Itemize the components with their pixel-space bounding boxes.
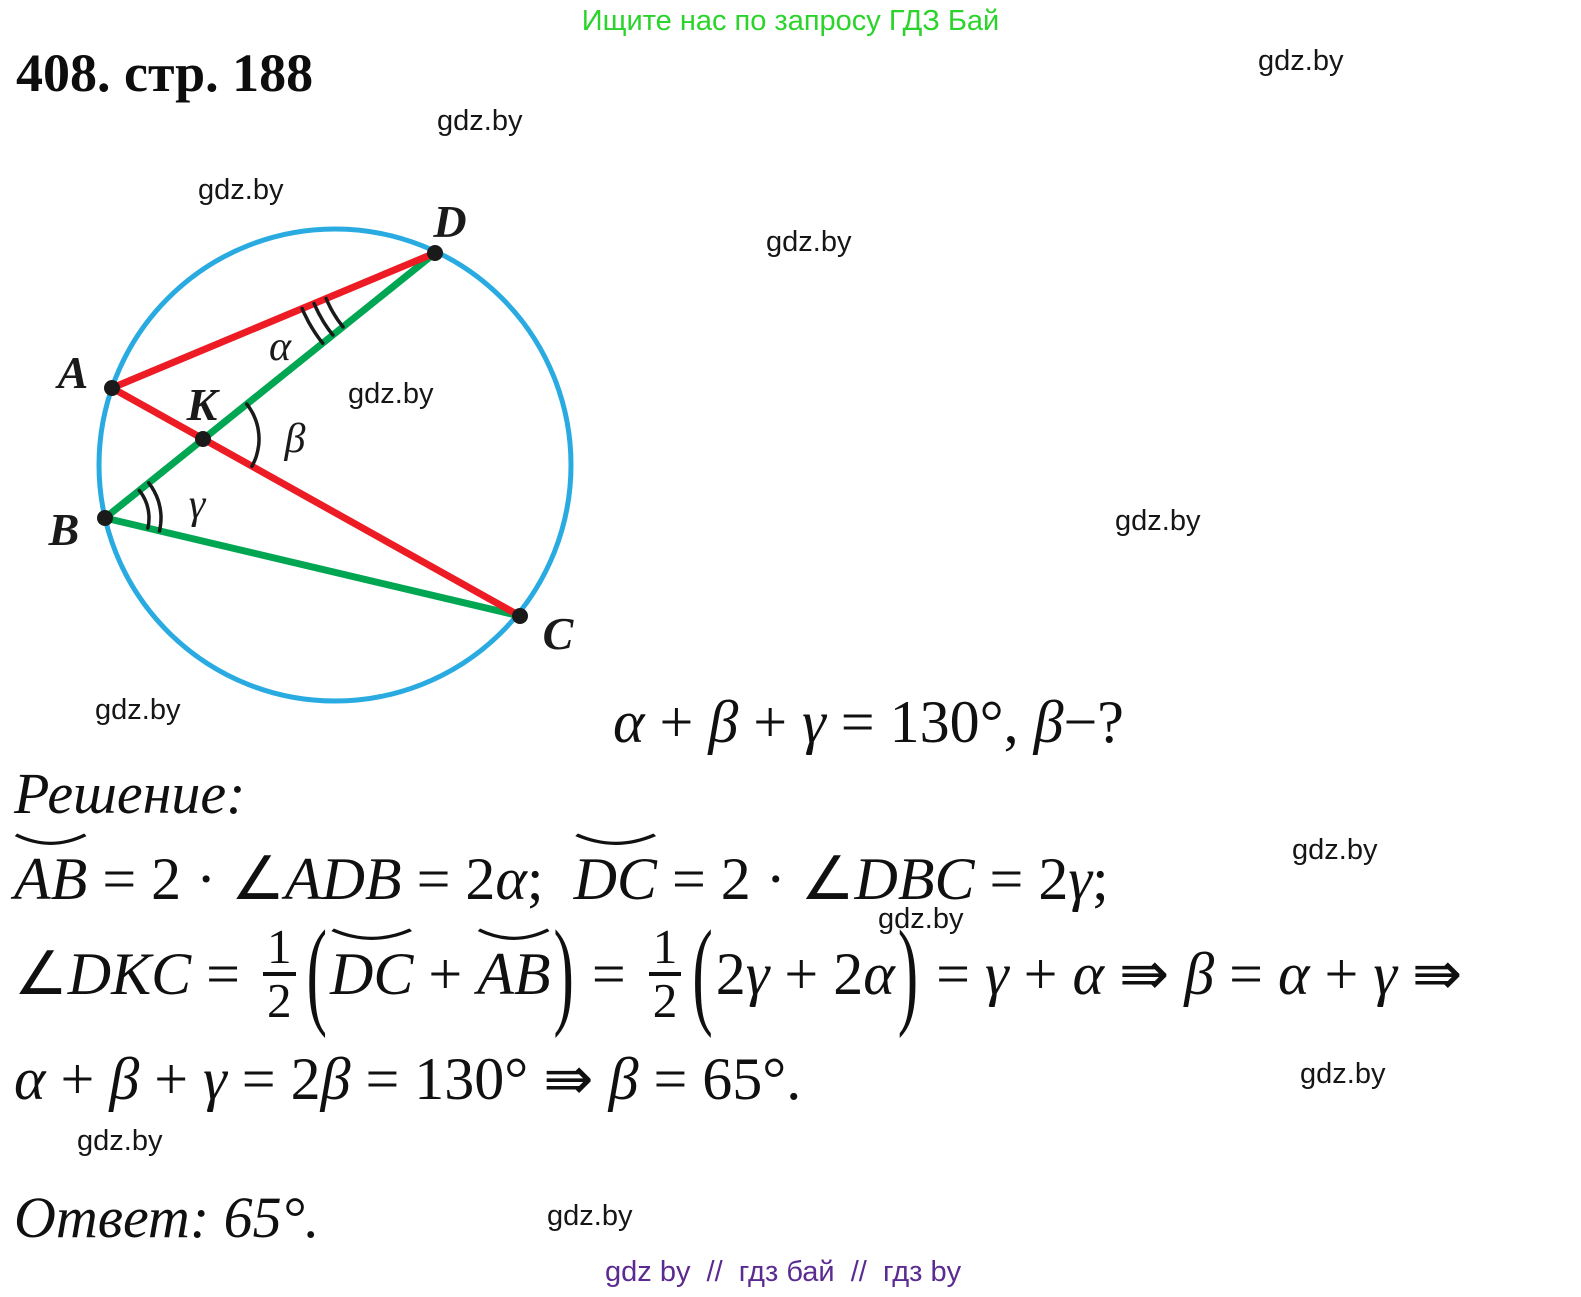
- gdz-watermark: gdz.by: [1292, 834, 1378, 866]
- arc-symbol: [474, 927, 553, 944]
- arc-over-letters: AB: [14, 845, 87, 914]
- solution-heading: Решение:: [14, 761, 246, 826]
- arc-over-letters: DC: [574, 845, 657, 914]
- circle-diagram: [40, 185, 620, 730]
- angle-arc: [247, 404, 259, 466]
- math-text: α + β + γ = 2β = 130° ⇛ β = 65°.: [14, 1046, 802, 1112]
- arc-symbol: [11, 832, 90, 849]
- problem-statement: α + β + γ = 130°, β−?: [613, 689, 1124, 755]
- gdz-watermark: gdz.by: [766, 226, 852, 258]
- arc-over-letters: DC: [330, 940, 413, 1009]
- big-paren: ): [553, 906, 574, 1040]
- label-alpha: α: [268, 324, 292, 370]
- solution-line-3: [14, 1044, 801, 1114]
- gdz-watermark: gdz.by: [1300, 1058, 1386, 1090]
- gdz-watermark: gdz.by: [1258, 45, 1344, 77]
- big-paren: ): [897, 906, 919, 1040]
- arc-symbol: [571, 832, 660, 849]
- arc-over-letters: AB: [477, 940, 550, 1009]
- big-paren: (: [306, 906, 327, 1040]
- angle-arc: [139, 491, 149, 529]
- math-text: =: [576, 940, 641, 1007]
- label-K: K: [186, 379, 218, 430]
- math-text: 2γ + 2α: [715, 940, 895, 1007]
- math-text: ∠DKC =: [14, 941, 256, 1007]
- math-text: = 2 · ∠DBC = 2γ;: [656, 846, 1109, 912]
- fraction: $\frac{1}{2}$: [649, 922, 682, 1026]
- gdz-watermark: gdz.by: [348, 378, 434, 410]
- label-D: D: [433, 196, 467, 247]
- fraction: $\frac{1}{2}$: [263, 922, 296, 1026]
- math-text: = 2 · ∠ADB = 2α;: [87, 846, 574, 912]
- label-beta: β: [284, 416, 306, 462]
- page-title: 408. стр. 188: [16, 43, 314, 103]
- solution-line-2: [14, 906, 1463, 1040]
- point-D: [427, 245, 443, 261]
- gdz-watermark: gdz.by: [547, 1200, 633, 1232]
- answer-line: Ответ: 65°.: [14, 1185, 320, 1250]
- label-gamma: γ: [188, 482, 206, 528]
- gdz-watermark: gdz.by: [437, 105, 523, 137]
- chords: [105, 253, 520, 616]
- label-C: C: [542, 608, 574, 659]
- chord-BC: [105, 518, 520, 616]
- label-B: B: [48, 504, 80, 555]
- gdz-watermark: gdz.by: [77, 1125, 163, 1157]
- gdz-watermark: gdz.by: [1115, 505, 1201, 537]
- angle-arc: [149, 483, 161, 531]
- footer-keywords: gdz by // гдз бай // гдз by: [605, 1256, 962, 1288]
- point-C: [512, 608, 528, 624]
- gdz-watermark: gdz.by: [198, 174, 284, 206]
- arc-symbol: [327, 927, 416, 944]
- gdz-watermark: gdz.by: [95, 694, 181, 726]
- math-text: = γ + α ⇛ β = α + γ ⇛: [921, 941, 1463, 1007]
- point-K: [195, 431, 211, 447]
- math-text: +: [413, 940, 478, 1007]
- promo-banner: Ищите нас по запросу ГДЗ Бай: [581, 5, 1000, 37]
- label-A: A: [57, 347, 89, 398]
- gdz-watermark: gdz.by: [878, 903, 964, 935]
- point-B: [97, 510, 113, 526]
- chord-AC: [112, 388, 520, 616]
- big-paren: (: [692, 906, 713, 1040]
- point-A: [104, 380, 120, 396]
- angle-arc: [326, 299, 343, 327]
